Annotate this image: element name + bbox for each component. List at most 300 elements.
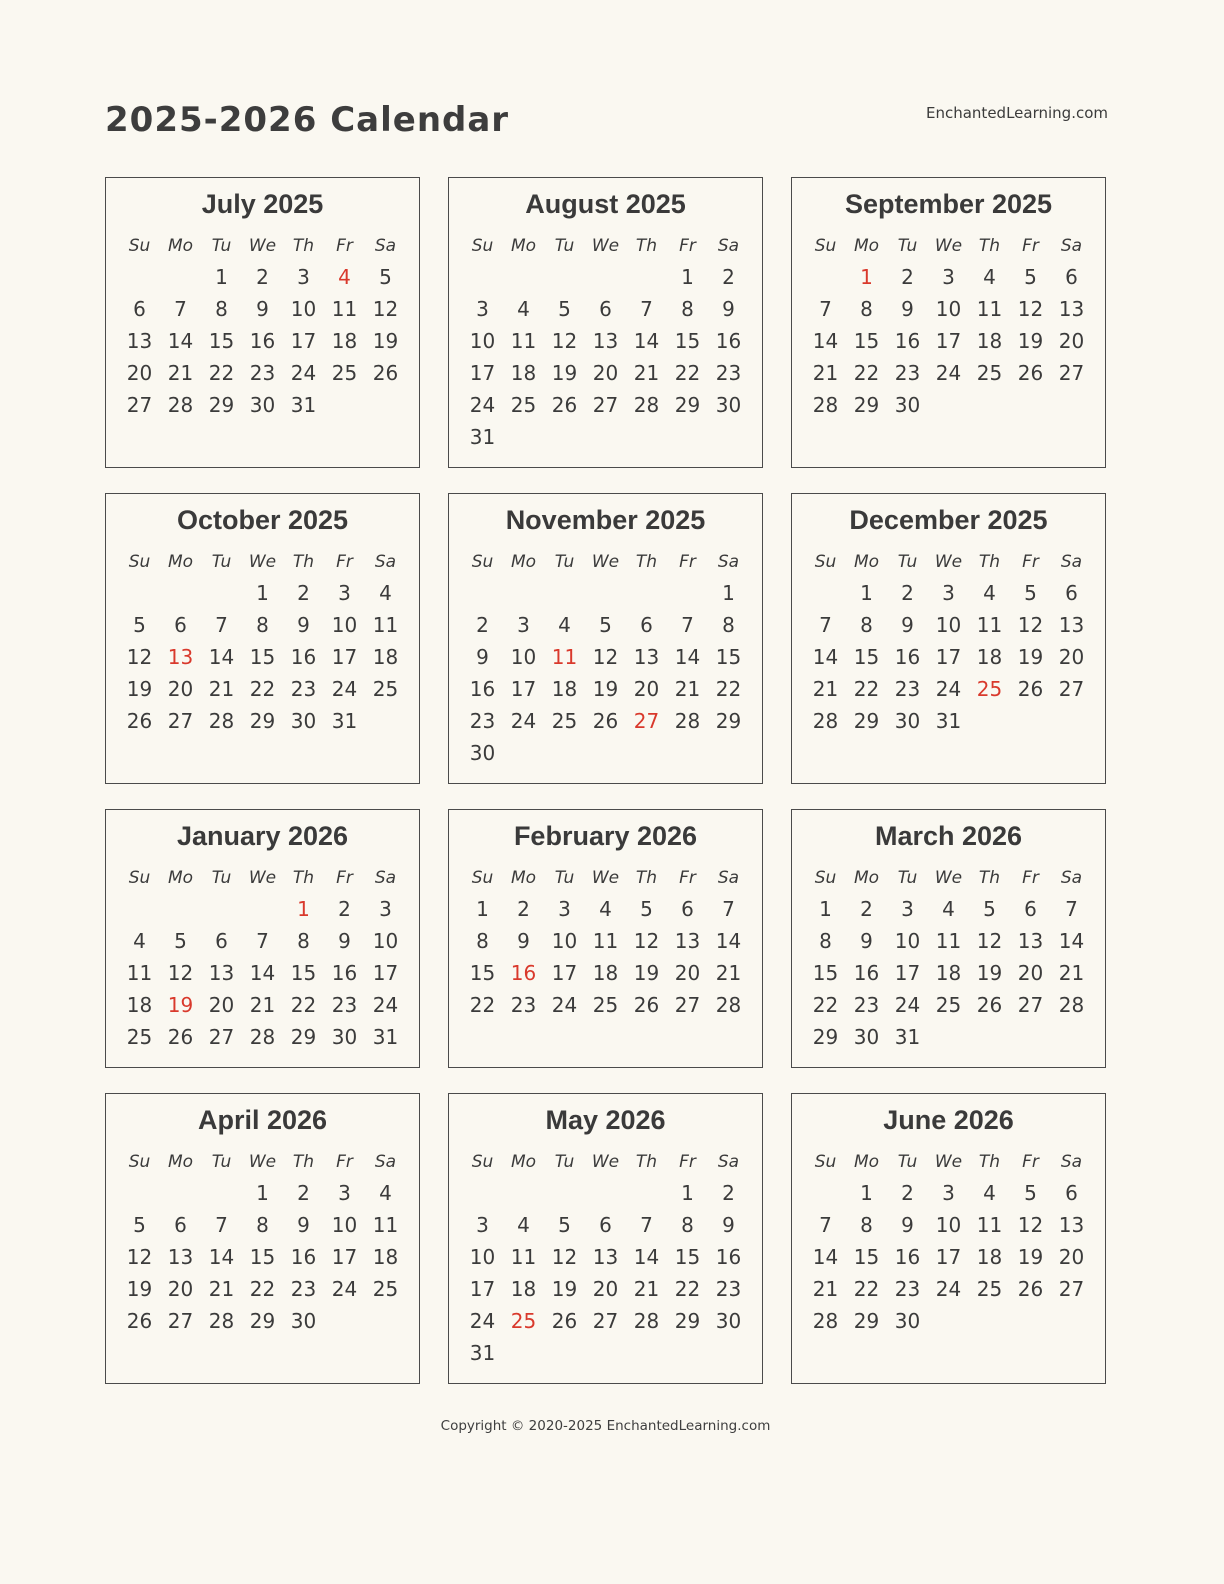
week-row	[805, 1177, 1092, 1209]
day-cell	[544, 1337, 585, 1369]
weekday-header: Th	[292, 867, 315, 888]
day-cell: 24	[331, 1277, 358, 1301]
day-cell: 4	[379, 581, 392, 605]
week-row	[805, 261, 1092, 293]
month-may-2026	[448, 1093, 763, 1384]
day-cell	[667, 737, 708, 769]
day-cell: 28	[1058, 993, 1085, 1017]
day-cell: 1	[256, 581, 269, 605]
day-cell: 19	[1017, 329, 1044, 353]
day-cell: 8	[819, 929, 832, 953]
day-cell: 28	[674, 709, 701, 733]
day-cell: 29	[853, 1309, 880, 1333]
day-cell-holiday: 16	[510, 961, 537, 985]
day-cell: 9	[901, 297, 914, 321]
weekday-header: Fr	[1022, 867, 1039, 888]
day-cell: 14	[633, 1245, 660, 1269]
day-cell: 26	[372, 361, 399, 385]
day-cell: 4	[517, 1213, 530, 1237]
week-row	[462, 925, 749, 957]
weekday-header: Mo	[853, 551, 880, 572]
day-cell: 25	[331, 361, 358, 385]
day-cell: 29	[812, 1025, 839, 1049]
day-cell	[805, 1177, 846, 1209]
day-cell: 20	[1058, 645, 1085, 669]
day-cell: 7	[640, 297, 653, 321]
day-cell: 22	[208, 361, 235, 385]
day-cell: 9	[722, 1213, 735, 1237]
weekday-header: Su	[814, 551, 837, 572]
day-cell	[585, 1337, 626, 1369]
day-cell	[1051, 389, 1092, 421]
day-cell	[969, 389, 1010, 421]
day-cell: 11	[510, 1245, 537, 1269]
day-cell	[160, 577, 201, 609]
day-cell	[503, 577, 544, 609]
day-cell: 2	[722, 1181, 735, 1205]
day-cell: 2	[901, 1181, 914, 1205]
week-row	[805, 293, 1092, 325]
day-cell: 17	[372, 961, 399, 985]
day-cell: 3	[297, 265, 310, 289]
day-cell-holiday: 13	[167, 645, 194, 669]
week-row	[805, 1241, 1092, 1273]
day-cell: 18	[976, 1245, 1003, 1269]
day-cell: 8	[297, 929, 310, 953]
day-cell: 18	[510, 361, 537, 385]
day-cell: 19	[592, 677, 619, 701]
month-title: May 2026	[545, 1105, 666, 1135]
weekday-header: Tu	[211, 551, 232, 572]
day-cell: 2	[297, 1181, 310, 1205]
weekday-header: Tu	[554, 551, 575, 572]
weekday-header: We	[248, 867, 277, 888]
day-cell: 8	[860, 613, 873, 637]
day-cell: 29	[249, 709, 276, 733]
weekday-header: Sa	[374, 1151, 397, 1172]
day-cell	[626, 1337, 667, 1369]
day-cell	[928, 389, 969, 421]
day-cell	[585, 1177, 626, 1209]
day-cell: 22	[853, 677, 880, 701]
day-cell	[585, 261, 626, 293]
weekday-header: Su	[814, 1151, 837, 1172]
day-cell: 29	[674, 1309, 701, 1333]
day-cell: 24	[290, 361, 317, 385]
day-cell: 6	[681, 897, 694, 921]
weekday-header: Mo	[510, 867, 537, 888]
day-cell	[969, 1305, 1010, 1337]
week-row	[119, 957, 406, 989]
week-row	[805, 1209, 1092, 1241]
day-cell: 11	[126, 961, 153, 985]
week-row	[462, 737, 749, 769]
day-cell: 20	[1058, 1245, 1085, 1269]
day-cell: 22	[674, 361, 701, 385]
day-cell: 23	[894, 677, 921, 701]
day-cell-holiday: 25	[976, 677, 1003, 701]
day-cell: 14	[812, 329, 839, 353]
day-cell	[585, 421, 626, 453]
week-row	[805, 577, 1092, 609]
week-row	[119, 1273, 406, 1305]
day-cell: 29	[715, 709, 742, 733]
day-cell: 9	[256, 297, 269, 321]
day-cell: 25	[126, 1025, 153, 1049]
day-cell: 22	[249, 1277, 276, 1301]
weekday-header: Sa	[1060, 867, 1083, 888]
week-row	[119, 1305, 406, 1337]
weekday-header: Fr	[336, 1151, 353, 1172]
day-cell: 18	[331, 329, 358, 353]
day-cell: 24	[935, 1277, 962, 1301]
day-cell: 22	[853, 1277, 880, 1301]
weekday-header: Mo	[510, 235, 537, 256]
day-cell: 7	[681, 613, 694, 637]
week-row	[805, 609, 1092, 641]
week-row	[805, 957, 1092, 989]
day-cell: 20	[592, 361, 619, 385]
day-cell: 20	[1058, 329, 1085, 353]
day-cell	[1051, 1021, 1092, 1053]
day-cell: 14	[812, 645, 839, 669]
weekday-header: We	[591, 1151, 620, 1172]
day-cell: 13	[1058, 613, 1085, 637]
week-row	[805, 673, 1092, 705]
weekday-header: We	[591, 235, 620, 256]
day-cell	[708, 737, 749, 769]
day-cell: 27	[1058, 677, 1085, 701]
day-cell: 14	[633, 329, 660, 353]
day-cell: 20	[126, 361, 153, 385]
day-cell: 13	[592, 1245, 619, 1269]
day-cell: 4	[599, 897, 612, 921]
weekday-header: Fr	[679, 867, 696, 888]
day-cell: 12	[976, 929, 1003, 953]
week-row	[462, 609, 749, 641]
weekday-header: Fr	[679, 1151, 696, 1172]
weekday-header: Tu	[211, 1151, 232, 1172]
weekday-header: Tu	[554, 235, 575, 256]
day-cell: 5	[983, 897, 996, 921]
day-cell: 5	[599, 613, 612, 637]
weekday-header: Th	[635, 1151, 658, 1172]
day-cell: 13	[592, 329, 619, 353]
month-day-grid	[462, 546, 749, 769]
day-cell: 16	[249, 329, 276, 353]
day-cell: 25	[592, 993, 619, 1017]
day-cell: 29	[290, 1025, 317, 1049]
day-cell: 6	[1024, 897, 1037, 921]
day-cell: 27	[1058, 1277, 1085, 1301]
day-cell: 13	[674, 929, 701, 953]
day-cell: 22	[469, 993, 496, 1017]
day-cell: 22	[812, 993, 839, 1017]
day-cell	[119, 261, 160, 293]
day-cell: 10	[469, 329, 496, 353]
day-cell: 2	[901, 581, 914, 605]
day-cell-holiday: 4	[338, 265, 351, 289]
day-cell	[667, 1337, 708, 1369]
day-cell: 9	[297, 1213, 310, 1237]
week-row	[462, 893, 749, 925]
week-row	[119, 989, 406, 1021]
month-day-grid	[462, 1146, 749, 1369]
day-cell	[160, 1177, 201, 1209]
week-row	[119, 357, 406, 389]
day-cell: 28	[812, 1309, 839, 1333]
copyright-text: Copyright © 2020-2025 EnchantedLearning.com	[440, 1418, 771, 1434]
day-cell	[462, 577, 503, 609]
day-cell	[201, 893, 242, 925]
day-cell: 8	[215, 297, 228, 321]
month-title: October 2025	[176, 505, 349, 535]
day-cell	[585, 737, 626, 769]
day-cell	[201, 1177, 242, 1209]
week-row	[462, 325, 749, 357]
day-cell: 19	[551, 1277, 578, 1301]
day-cell: 7	[215, 613, 228, 637]
day-cell: 23	[894, 1277, 921, 1301]
week-row	[119, 1021, 406, 1053]
week-row	[119, 325, 406, 357]
day-cell: 29	[853, 709, 880, 733]
day-cell: 18	[976, 329, 1003, 353]
day-cell: 15	[290, 961, 317, 985]
day-cell: 8	[722, 613, 735, 637]
day-cell: 27	[1058, 361, 1085, 385]
day-cell: 19	[372, 329, 399, 353]
day-cell: 30	[469, 741, 496, 765]
day-cell: 17	[551, 961, 578, 985]
day-cell: 26	[167, 1025, 194, 1049]
day-cell: 6	[1065, 265, 1078, 289]
day-cell: 27	[167, 709, 194, 733]
day-cell	[626, 421, 667, 453]
day-cell: 12	[592, 645, 619, 669]
day-cell: 15	[249, 1245, 276, 1269]
weekday-header: Th	[292, 235, 315, 256]
day-cell: 16	[469, 677, 496, 701]
day-cell: 21	[249, 993, 276, 1017]
day-cell: 31	[469, 1341, 496, 1365]
day-cell: 28	[812, 709, 839, 733]
day-cell	[365, 705, 406, 737]
week-row	[462, 357, 749, 389]
day-cell: 20	[633, 677, 660, 701]
month-july-2025	[105, 177, 420, 468]
day-cell: 18	[126, 993, 153, 1017]
month-title: March 2026	[874, 821, 1023, 851]
day-cell: 17	[469, 1277, 496, 1301]
week-row	[119, 577, 406, 609]
day-cell: 6	[599, 297, 612, 321]
weekday-header: Tu	[211, 867, 232, 888]
day-cell: 28	[249, 1025, 276, 1049]
day-cell: 9	[901, 1213, 914, 1237]
weekday-header: We	[934, 551, 963, 572]
day-cell: 17	[469, 361, 496, 385]
day-cell: 14	[249, 961, 276, 985]
day-cell-holiday: 11	[551, 645, 578, 669]
week-row	[805, 1021, 1092, 1053]
month-august-2025	[448, 177, 763, 468]
day-cell: 23	[894, 361, 921, 385]
day-cell: 11	[935, 929, 962, 953]
day-cell	[1010, 1305, 1051, 1337]
day-cell: 4	[983, 265, 996, 289]
day-cell: 27	[208, 1025, 235, 1049]
day-cell: 6	[1065, 1181, 1078, 1205]
day-cell: 12	[167, 961, 194, 985]
weekday-header: Mo	[167, 551, 194, 572]
day-cell: 12	[633, 929, 660, 953]
day-cell: 14	[208, 645, 235, 669]
weekday-header: Sa	[717, 235, 740, 256]
week-row	[462, 989, 749, 1021]
week-row	[119, 1177, 406, 1209]
day-cell	[805, 261, 846, 293]
day-cell	[585, 577, 626, 609]
day-cell: 9	[901, 613, 914, 637]
day-cell: 18	[935, 961, 962, 985]
day-cell: 2	[517, 897, 530, 921]
day-cell: 25	[976, 361, 1003, 385]
day-cell: 24	[935, 361, 962, 385]
weekday-header: Th	[635, 551, 658, 572]
day-cell	[626, 737, 667, 769]
month-title: January 2026	[176, 821, 349, 851]
weekday-header: Th	[978, 1151, 1001, 1172]
day-cell: 24	[935, 677, 962, 701]
day-cell: 2	[901, 265, 914, 289]
day-cell-holiday: 25	[510, 1309, 537, 1333]
day-cell: 30	[290, 1309, 317, 1333]
week-row	[119, 609, 406, 641]
day-cell: 14	[715, 929, 742, 953]
day-cell	[626, 261, 667, 293]
day-cell: 1	[819, 897, 832, 921]
day-cell: 20	[592, 1277, 619, 1301]
day-cell: 2	[256, 265, 269, 289]
day-cell: 18	[551, 677, 578, 701]
weekday-header: Su	[128, 551, 151, 572]
weekday-header: Th	[978, 867, 1001, 888]
day-cell: 21	[208, 677, 235, 701]
week-row	[462, 1273, 749, 1305]
month-day-grid	[462, 862, 749, 1021]
day-cell: 29	[249, 1309, 276, 1333]
month-day-grid	[805, 862, 1092, 1053]
weekday-header: We	[934, 235, 963, 256]
weekday-header: Fr	[679, 551, 696, 572]
weekday-header: Su	[814, 235, 837, 256]
day-cell: 19	[551, 361, 578, 385]
weekday-header: Su	[471, 867, 494, 888]
day-cell: 14	[167, 329, 194, 353]
day-cell: 20	[674, 961, 701, 985]
day-cell: 8	[256, 1213, 269, 1237]
day-cell: 24	[469, 1309, 496, 1333]
weekday-header: Fr	[679, 235, 696, 256]
day-cell: 1	[256, 1181, 269, 1205]
day-cell: 29	[208, 393, 235, 417]
weekday-header: Tu	[554, 867, 575, 888]
weekday-header: Sa	[1060, 1151, 1083, 1172]
day-cell: 23	[331, 993, 358, 1017]
week-row	[462, 293, 749, 325]
day-cell: 24	[894, 993, 921, 1017]
day-cell: 16	[715, 329, 742, 353]
day-cell: 30	[290, 709, 317, 733]
day-cell	[503, 261, 544, 293]
weekday-header: Th	[978, 551, 1001, 572]
day-cell: 5	[640, 897, 653, 921]
day-cell: 15	[674, 1245, 701, 1269]
day-cell: 19	[126, 677, 153, 701]
day-cell: 21	[715, 961, 742, 985]
day-cell: 23	[853, 993, 880, 1017]
day-cell: 3	[476, 297, 489, 321]
day-cell: 21	[633, 1277, 660, 1301]
day-cell: 9	[297, 613, 310, 637]
day-cell: 14	[208, 1245, 235, 1269]
day-cell: 12	[1017, 613, 1044, 637]
day-cell: 7	[1065, 897, 1078, 921]
day-cell	[708, 421, 749, 453]
day-cell: 31	[469, 425, 496, 449]
month-january-2026	[105, 809, 420, 1068]
day-cell: 17	[331, 1245, 358, 1269]
day-cell: 12	[126, 1245, 153, 1269]
day-cell: 21	[633, 361, 660, 385]
day-cell: 19	[1017, 1245, 1044, 1269]
day-cell: 16	[290, 1245, 317, 1269]
day-cell: 11	[976, 613, 1003, 637]
day-cell: 16	[290, 645, 317, 669]
day-cell: 6	[640, 613, 653, 637]
day-cell: 11	[976, 1213, 1003, 1237]
month-day-grid	[119, 546, 406, 737]
month-day-grid	[119, 862, 406, 1053]
day-cell: 6	[1065, 581, 1078, 605]
day-cell: 24	[331, 677, 358, 701]
week-row	[119, 673, 406, 705]
day-cell: 21	[812, 361, 839, 385]
day-cell: 18	[976, 645, 1003, 669]
day-cell: 1	[681, 265, 694, 289]
day-cell: 1	[860, 1181, 873, 1205]
week-row	[462, 1337, 749, 1369]
day-cell: 2	[860, 897, 873, 921]
day-cell: 5	[379, 265, 392, 289]
weekday-header: Tu	[897, 1151, 918, 1172]
week-row	[119, 925, 406, 957]
day-cell: 26	[976, 993, 1003, 1017]
day-cell: 24	[551, 993, 578, 1017]
month-day-grid	[805, 230, 1092, 421]
day-cell: 19	[1017, 645, 1044, 669]
day-cell: 28	[715, 993, 742, 1017]
day-cell: 25	[551, 709, 578, 733]
weekday-header: We	[248, 235, 277, 256]
week-row	[119, 293, 406, 325]
week-row	[119, 1209, 406, 1241]
day-cell: 5	[133, 613, 146, 637]
day-cell: 26	[633, 993, 660, 1017]
day-cell: 26	[126, 1309, 153, 1333]
day-cell: 20	[167, 677, 194, 701]
